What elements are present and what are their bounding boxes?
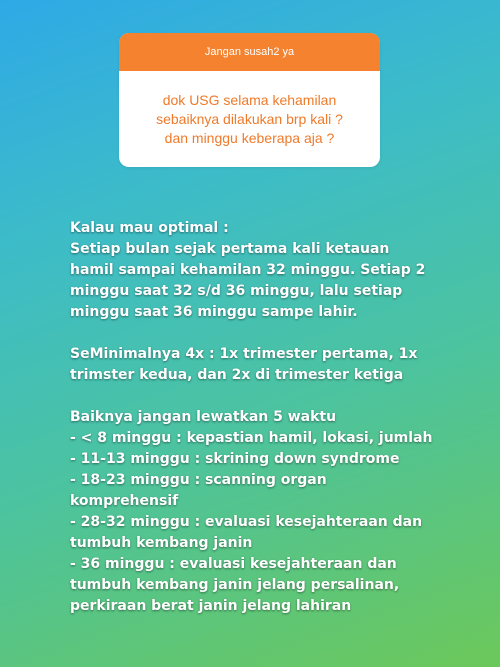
answer-line: trimster kedua, dan 2x di trimester ketiga bbox=[70, 367, 404, 383]
answer-text bbox=[70, 218, 480, 617]
answer-line: Setiap bulan sejak pertama kali ketauan bbox=[70, 241, 390, 257]
question-line: dok USG selama kehamilan bbox=[162, 91, 337, 108]
answer-line: Baiknya jangan lewatkan 5 waktu bbox=[70, 409, 337, 425]
schedule-item: - 36 minggu : evaluasi kesejahteraan dan bbox=[70, 556, 397, 572]
schedule-item: - 11-13 minggu : skrining down syndrome bbox=[70, 451, 400, 467]
answer-line: SeMinimalnya 4x : 1x trimester pertama, 1x bbox=[70, 346, 418, 362]
answer-line: minggu saat 32 s/d 36 minggu, lalu setiap bbox=[70, 283, 403, 299]
answer-paragraph-schedule bbox=[70, 407, 480, 617]
schedule-item: - 28-32 minggu : evaluasi kesejahteraan dan bbox=[70, 514, 423, 530]
answer-line: minggu saat 36 minggu sampe lahir. bbox=[70, 304, 358, 320]
question-sticker-prompt: Jangan susah2 ya bbox=[204, 46, 295, 58]
question-sticker-body bbox=[119, 71, 380, 167]
question-sticker[interactable] bbox=[119, 33, 380, 167]
schedule-item: tumbuh kembang janin bbox=[70, 535, 253, 551]
schedule-item: tumbuh kembang janin jelang persalinan, bbox=[70, 577, 400, 593]
question-sticker-header bbox=[119, 33, 380, 71]
answer-line: hamil sampai kehamilan 32 minggu. Setiap 2 bbox=[70, 262, 426, 278]
question-line: dan minggu keberapa aja ? bbox=[164, 129, 335, 146]
answer-paragraph-optimal bbox=[70, 218, 480, 323]
question-line: sebaiknya dilakukan brp kali ? bbox=[156, 110, 343, 127]
schedule-item: - 18-23 minggu : scanning organ bbox=[70, 472, 327, 488]
schedule-item: perkiraan berat janin jelang lahiran bbox=[70, 598, 352, 614]
answer-paragraph-minimal bbox=[70, 344, 480, 386]
schedule-item: komprehensif bbox=[70, 493, 179, 509]
answer-line: Kalau mau optimal : bbox=[70, 220, 229, 236]
schedule-item: - < 8 minggu : kepastian hamil, lokasi, jumlah bbox=[70, 430, 433, 446]
